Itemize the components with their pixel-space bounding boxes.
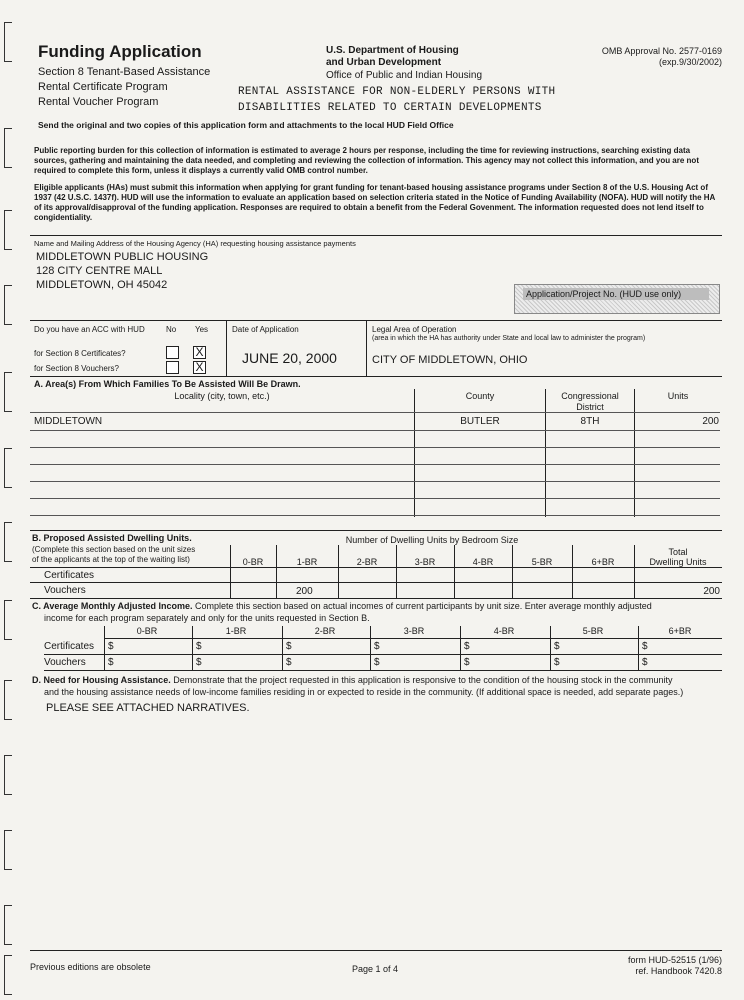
c-vouch-2br-dollar[interactable]: $: [286, 657, 292, 668]
agency-line-3: Office of Public and Indian Housing: [326, 70, 483, 81]
binder-mark: [4, 448, 12, 488]
b-row-vouchers: Vouchers: [44, 585, 86, 596]
binder-mark: [4, 830, 12, 870]
form-title: Funding Application: [38, 42, 202, 61]
c-cert-6br-dollar[interactable]: $: [642, 641, 648, 652]
c-col-2br: 2-BR: [314, 626, 336, 636]
col-locality: Locality (city, town, etc.): [174, 391, 270, 401]
c-row-certificates: Certificates: [44, 641, 95, 652]
subtitle-line-1: Section 8 Tenant-Based Assistance: [38, 66, 211, 78]
footer-form-number: form HUD-52515 (1/96): [627, 955, 722, 965]
binder-mark: [4, 285, 12, 325]
col-district-2: District: [576, 402, 604, 412]
typed-title-1: RENTAL ASSISTANCE FOR NON-ELDERLY PERSONS WITH: [238, 86, 556, 98]
c-cert-1br-dollar[interactable]: $: [196, 641, 202, 652]
binder-mark: [4, 680, 12, 720]
section-d-text-2: and the housing assistance needs of low-income families residing in or expected to reside in the community. (If additional space is needed, add separate pages.): [44, 687, 684, 697]
agency-name: MIDDLETOWN PUBLIC HOUSING: [36, 251, 209, 263]
vouchers-yes-checkbox[interactable]: X: [193, 361, 206, 374]
section-d-header: [32, 675, 722, 685]
acc-yes-label: Yes: [195, 325, 209, 334]
area-row-units[interactable]: 200: [702, 416, 719, 427]
acc-no-label: No: [166, 325, 177, 334]
b-vouchers-1br[interactable]: 200: [296, 586, 313, 597]
section-d-text-1: Demonstrate that the project requested in this application is responsive to the condition of the housing stock in the community: [173, 675, 673, 685]
project-number-box: [514, 284, 720, 314]
section-d-title: D. Need for Housing Assistance.: [32, 675, 171, 685]
b-col-4br: 4-BR: [472, 557, 494, 567]
b-col-3br: 3-BR: [414, 557, 436, 567]
binder-mark: [4, 22, 12, 62]
c-cert-3br-dollar[interactable]: $: [374, 641, 380, 652]
c-vouch-6br-dollar[interactable]: $: [642, 657, 648, 668]
omb-expiration: (exp.9/30/2002): [658, 57, 722, 67]
agency-line-2: and Urban Development: [326, 57, 442, 68]
omb-approval: OMB Approval No. 2577-0169: [601, 46, 722, 56]
subtitle-line-2: Rental Certificate Program: [38, 81, 168, 93]
section-b-title: B. Proposed Assisted Dwelling Units.: [32, 533, 192, 543]
burden-paragraph-2: Eligible applicants (HAs) must submit this information when applying for grant funding for tenant-based housing assistance programs under Section 8 of the U.S. Housing Act of 1937 (42 U.S.C. 1437f). HUD will use the information to evaluate an application based on selection criteria stated in the Notice of Funding Availability (NOFA). HUD will notify the HA of its approval/disapproval of the funding application. Responses are required to obtain a benefit from the Federal Govenment. The information requested does not lend itself to congidentiality.: [34, 183, 716, 222]
vouchers-no-checkbox[interactable]: [166, 361, 179, 374]
acc-vouchers-label: for Section 8 Vouchers?: [34, 364, 119, 373]
binder-mark: [4, 600, 12, 640]
section-c-text-2: income for each program separately and only for the units requested in Section B.: [44, 613, 370, 623]
c-row-vouchers: Vouchers: [44, 657, 86, 668]
footer-obsolete: Previous editions are obsolete: [30, 962, 151, 972]
section-a-title: A. Area(s) From Which Families To Be Assisted Will Be Drawn.: [34, 379, 301, 389]
c-vouch-3br-dollar[interactable]: $: [374, 657, 380, 668]
bedroom-header: Number of Dwelling Units by Bedroom Size: [345, 535, 519, 545]
b-col-2br: 2-BR: [356, 557, 378, 567]
send-instruction: Send the original and two copies of this application form and attachments to the local HUD Field Office: [38, 120, 454, 130]
b-col-5br: 5-BR: [531, 557, 553, 567]
area-row-district[interactable]: 8TH: [580, 416, 600, 427]
section-c-title: C. Average Monthly Adjusted Income.: [32, 601, 193, 611]
section-c-text-1: Complete this section based on actual incomes of current participants by unit size. Enter average monthly adjusted: [195, 601, 652, 611]
binder-mark: [4, 905, 12, 945]
col-county: County: [465, 391, 495, 401]
c-cert-0br-dollar[interactable]: $: [108, 641, 114, 652]
c-col-3br: 3-BR: [403, 626, 425, 636]
date-label: Date of Application: [232, 325, 299, 334]
section-d-value[interactable]: PLEASE SEE ATTACHED NARRATIVES.: [46, 702, 250, 714]
total-header-1: Total: [668, 547, 688, 557]
section-b-note-2: of the applicants at the top of the waiting list): [32, 555, 190, 564]
acc-question: Do you have an ACC with HUD: [34, 325, 145, 334]
footer-handbook-ref: ref. Handbook 7420.8: [635, 966, 722, 976]
binder-mark: [4, 522, 12, 562]
subtitle-line-3: Rental Voucher Program: [38, 96, 159, 108]
date-value[interactable]: JUNE 20, 2000: [242, 350, 337, 366]
binder-mark: [4, 955, 12, 995]
burden-paragraph-1: Public reporting burden for this collection of information is estimated to average 2 hours per response, including the time for reviewing instructions, searching existing data sources, gathering and maintaining the data needed, and completing and reviewing the collection of information. This agency may not collect this information, and you are not required to complete this form, unless it displays a currently valid OMB control number.: [34, 146, 699, 175]
footer-page: Page 1 of 4: [352, 964, 399, 974]
binder-mark: [4, 210, 12, 250]
b-vouchers-total[interactable]: 200: [703, 586, 720, 597]
col-district-1: Congressional: [561, 391, 619, 401]
legal-area-label: Legal Area of Operation: [372, 325, 457, 334]
legal-area-value[interactable]: CITY OF MIDDLETOWN, OHIO: [372, 354, 528, 366]
col-units: Units: [667, 391, 689, 401]
b-col-0br: 0-BR: [242, 557, 264, 567]
c-col-0br: 0-BR: [136, 626, 158, 636]
acc-certificates-label: for Section 8 Certificates?: [34, 349, 126, 358]
legal-area-note: (area in which the HA has authority under State and local law to administer the program): [372, 335, 646, 342]
agency-address-2: MIDDLETOWN, OH 45042: [36, 279, 168, 291]
binder-mark: [4, 372, 12, 412]
area-row-locality[interactable]: MIDDLETOWN: [34, 416, 103, 427]
agency-line-1: U.S. Department of Housing: [326, 45, 459, 56]
agency-address-1: 128 CITY CENTRE MALL: [36, 265, 163, 277]
c-col-1br: 1-BR: [225, 626, 247, 636]
c-cert-5br-dollar[interactable]: $: [554, 641, 560, 652]
c-vouch-0br-dollar[interactable]: $: [108, 657, 114, 668]
typed-title-2: DISABILITIES RELATED TO CERTAIN DEVELOPMENTS: [238, 102, 542, 114]
binder-mark: [4, 755, 12, 795]
area-row-county[interactable]: BUTLER: [460, 416, 500, 427]
c-vouch-1br-dollar[interactable]: $: [196, 657, 202, 668]
b-col-6br: 6+BR: [591, 557, 615, 567]
section-c-header: [32, 601, 722, 611]
c-col-6br: 6+BR: [668, 626, 692, 636]
binder-mark: [4, 128, 12, 168]
c-vouch-5br-dollar[interactable]: $: [554, 657, 560, 668]
total-header-2: Dwelling Units: [649, 557, 707, 567]
c-col-4br: 4-BR: [493, 626, 515, 636]
c-vouch-4br-dollar[interactable]: $: [464, 657, 470, 668]
project-number-label: Application/Project No. (HUD use only): [523, 288, 709, 300]
section-b-note-1: (Complete this section based on the unit sizes: [32, 545, 196, 554]
b-row-certificates: Certificates: [44, 570, 95, 581]
agency-label: Name and Mailing Address of the Housing Agency (HA) requesting housing assistance payments: [34, 239, 356, 248]
certificates-yes-checkbox[interactable]: X: [193, 346, 206, 359]
certificates-no-checkbox[interactable]: [166, 346, 179, 359]
c-cert-4br-dollar[interactable]: $: [464, 641, 470, 652]
c-cert-2br-dollar[interactable]: $: [286, 641, 292, 652]
b-col-1br: 1-BR: [296, 557, 318, 567]
c-col-5br: 5-BR: [582, 626, 604, 636]
